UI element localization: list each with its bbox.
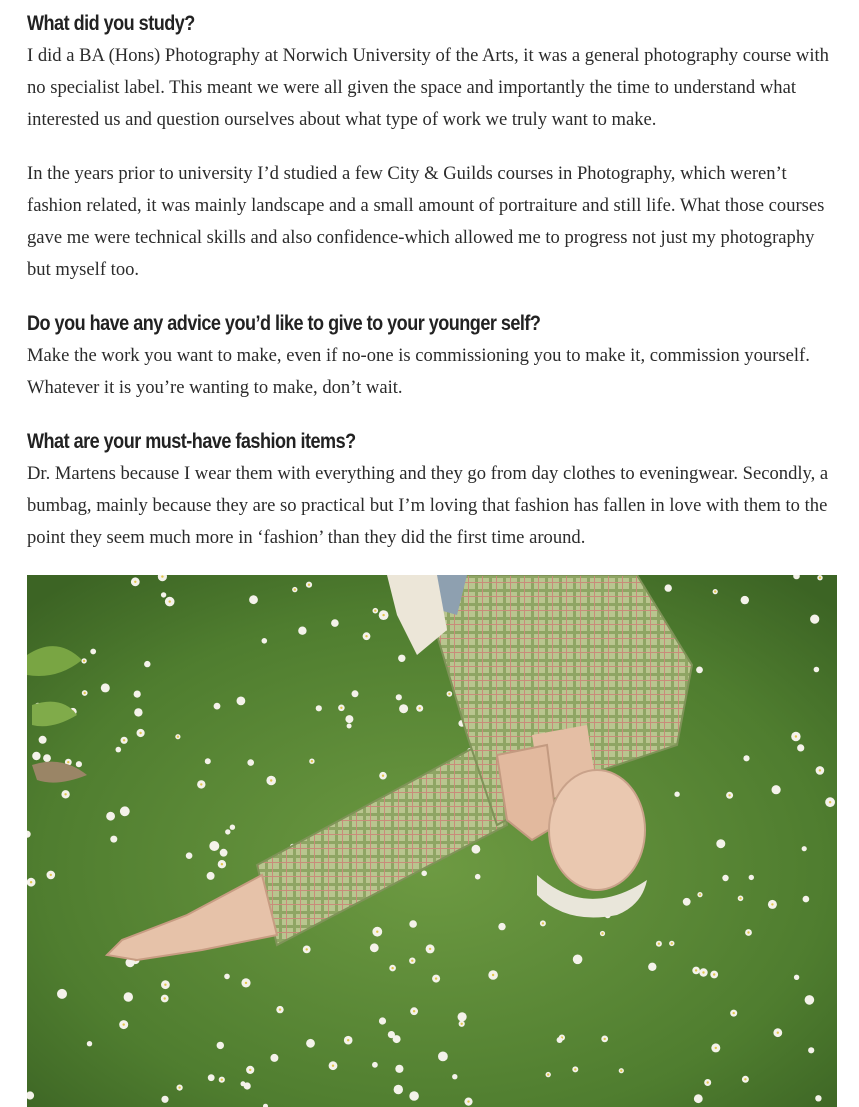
answer-paragraph: In the years prior to university I’d studied a few City & Guilds courses in Photography, which weren’t fashion related, it was mainly landscape and a small amount of portraiture and still life. What those courses gave me were technical skills and also confidence-which allowed me to progress not just my photography but myself too.: [27, 163, 825, 280]
section-study: [27, 0, 842, 286]
section-fashion-items: [27, 426, 842, 554]
article-body: [27, 0, 842, 554]
question-heading: What did you study?: [27, 12, 195, 35]
question-heading: Do you have any advice you’d like to give to your younger self?: [27, 312, 541, 335]
answer-paragraph: Make the work you want to make, even if no-one is commissioning you to make it, commission yourself. Whatever it is you’re wanting to make, don’t wait.: [27, 345, 810, 398]
photo-person-lying-on-grass: [27, 575, 837, 1107]
answer-paragraph: I did a BA (Hons) Photography at Norwich University of the Arts, it was a general photography course with no specialist label. This meant we were all given the space and importantly the time to understand what interested us and question ourselves about what type of work we truly want to make.: [27, 45, 829, 130]
section-advice: [27, 308, 842, 404]
question-heading: What are your must-have fashion items?: [27, 430, 356, 453]
answer-paragraph: Dr. Martens because I wear them with everything and they go from day clothes to eveningwear. Secondly, a bumbag, mainly because they are so practical but I’m loving that fashion has fallen in love with them to the point they seem much more in ‘fashion’ than they did the first time around.: [27, 463, 829, 548]
article-photo: [27, 575, 837, 1107]
